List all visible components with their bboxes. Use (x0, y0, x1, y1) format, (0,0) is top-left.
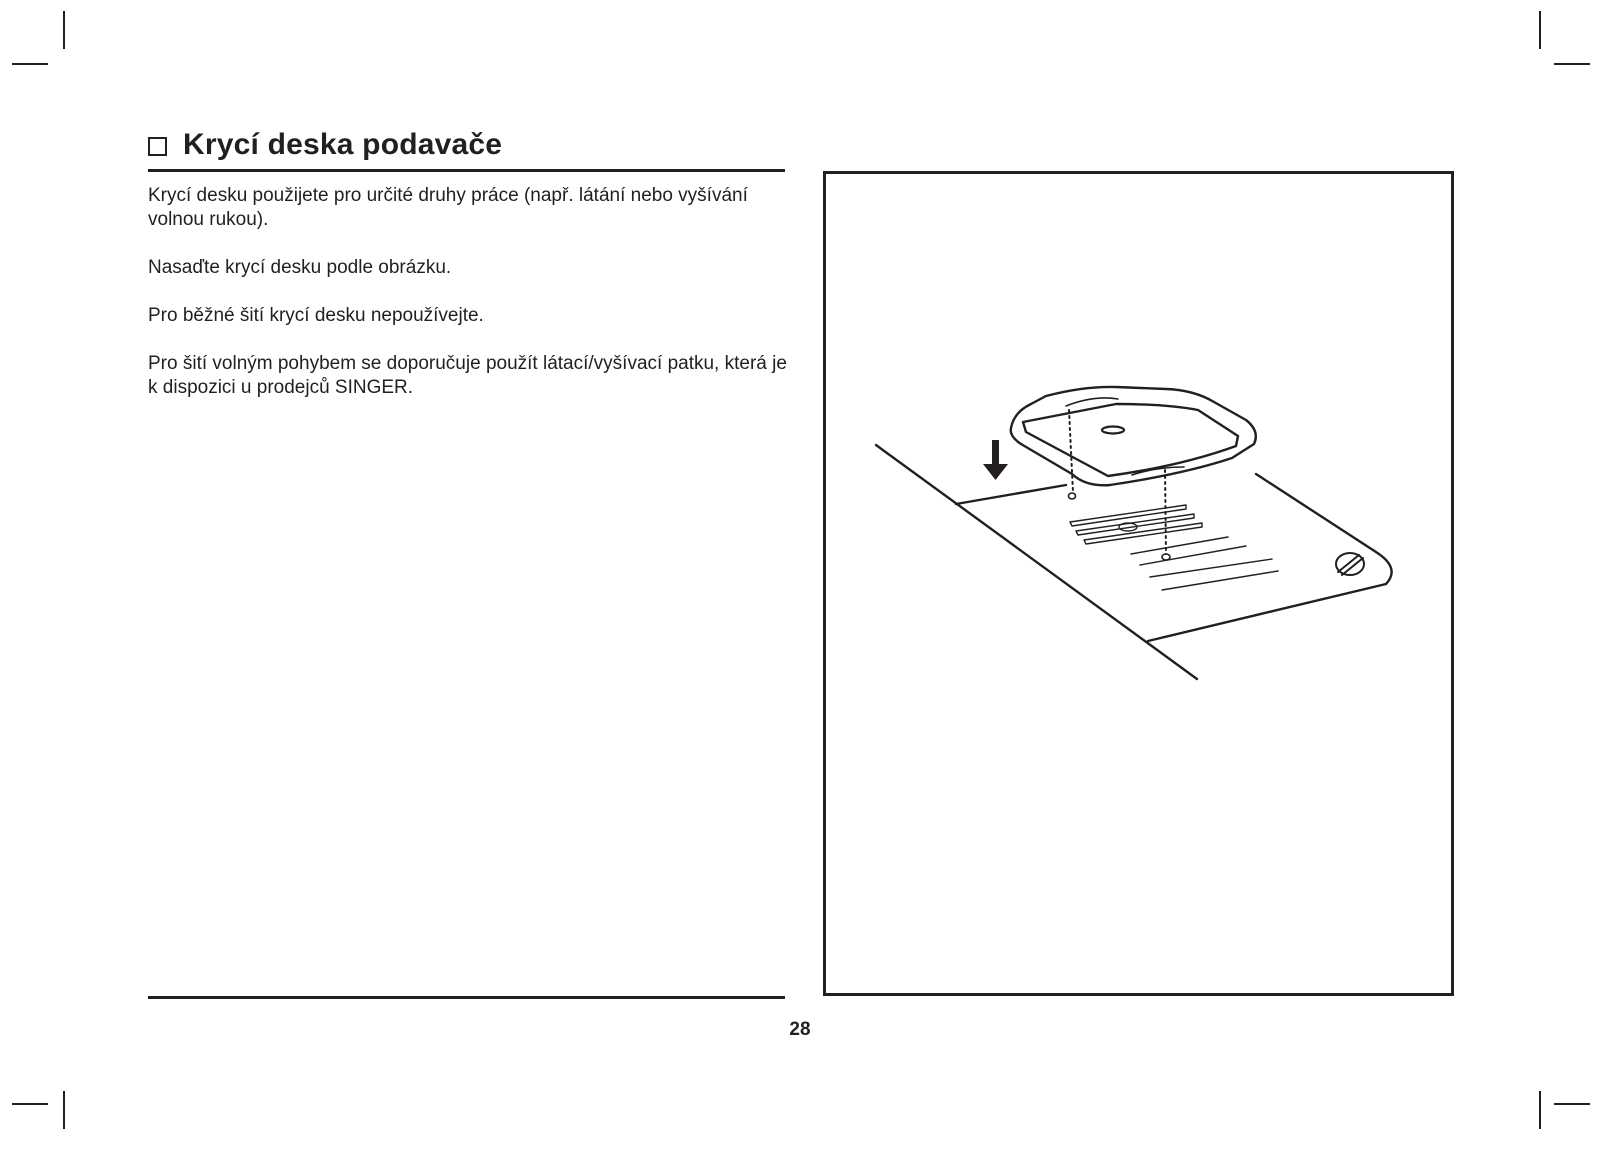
crop-mark-bottom-right-vertical (1539, 1091, 1541, 1129)
crop-mark-bottom-left-vertical (63, 1091, 65, 1129)
paragraph: Pro běžné šití krycí desku nepoužívejte. (148, 305, 484, 326)
crop-mark-top-right-horizontal (1554, 63, 1590, 65)
page-number: 28 (789, 1019, 811, 1040)
crop-mark-top-right-vertical (1539, 11, 1541, 49)
illustration-frame (823, 171, 1454, 996)
crop-mark-top-left-horizontal (12, 63, 48, 65)
pin-hole (1069, 493, 1076, 499)
feed-dog-slots (1070, 505, 1278, 590)
paragraph: Pro šití volným pohybem se doporučuje použít látací/vyšívací patku, která je k dispozici u prodejců SINGER. (148, 353, 787, 398)
crop-mark-bottom-right-horizontal (1554, 1103, 1590, 1105)
needle-plate-outline (956, 474, 1392, 641)
screw-icon (1336, 553, 1364, 575)
crop-mark-bottom-left-horizontal (12, 1103, 48, 1105)
cover-plate (1011, 387, 1256, 485)
down-arrow-icon (983, 440, 1008, 480)
section-heading (148, 128, 502, 162)
bottom-rule (148, 996, 785, 999)
page-title: Krycí deska podavače (183, 128, 503, 161)
cover-plate-illustration (826, 174, 1451, 993)
heading-underline (148, 169, 785, 172)
checkbox-square-icon (148, 137, 167, 156)
machine-bed-edge (876, 445, 1197, 679)
crop-mark-top-left-vertical (63, 11, 65, 49)
instructions-text (148, 184, 788, 424)
paragraph: Nasaďte krycí desku podle obrázku. (148, 257, 452, 278)
paragraph: Krycí desku použijete pro určité druhy práce (např. látání nebo vyšívání volnou rukou). (148, 185, 748, 230)
